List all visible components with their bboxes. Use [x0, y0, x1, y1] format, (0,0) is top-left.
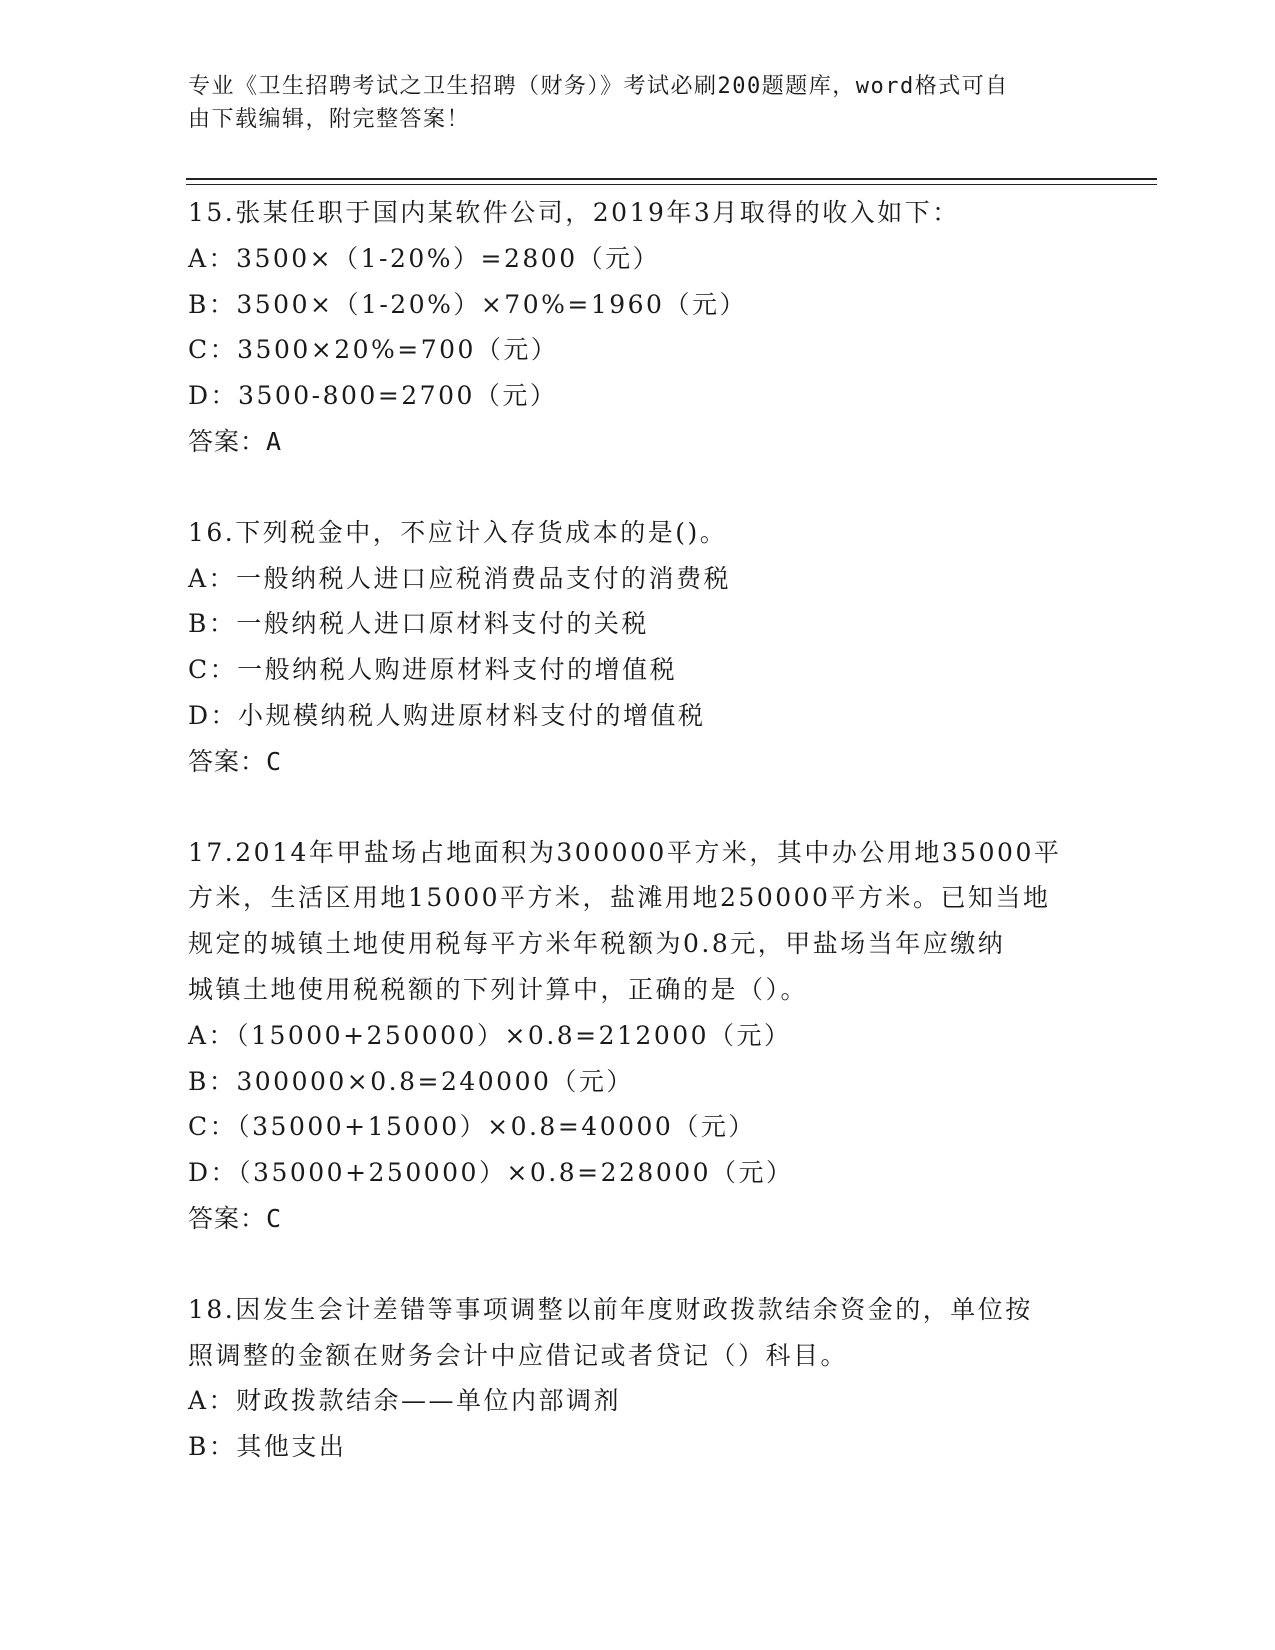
option-b: B：其他支出: [188, 1432, 347, 1462]
question-stem-line: 规定的城镇土地使用税每平方米年税额为0.8元，甲盐场当年应缴纳: [188, 929, 1006, 959]
option-a: A：财政拨款结余——单位内部调剂: [188, 1386, 622, 1416]
answer-line: 答案：A: [188, 426, 283, 456]
header-divider-thin: [186, 184, 1157, 185]
question-stem-line: 城镇土地使用税税额的下列计算中，正确的是（）。: [188, 974, 809, 1004]
option-a: A：（15000+250000）×0.8=212000（元）: [188, 1020, 792, 1050]
option-a: A：3500×（1-20%）=2800（元）: [188, 243, 661, 273]
question-stem-line: 16.下列税金中，不应计入存货成本的是()。: [188, 517, 728, 547]
question-stem-line: 18.因发生会计差错等事项调整以前年度财政拨款结余资金的，单位按: [188, 1294, 1033, 1324]
option-d: D：（35000+250000）×0.8=228000（元）: [188, 1158, 794, 1188]
option-c: C：（35000+15000）×0.8=40000（元）: [188, 1112, 756, 1142]
question-stem-line: 15.张某任职于国内某软件公司，2019年3月取得的收入如下：: [188, 198, 960, 227]
option-d: D：3500-800=2700（元）: [188, 381, 558, 411]
option-c: C：一般纳税人购进原材料支付的增值税: [188, 655, 678, 685]
question-18: [188, 1287, 1088, 1470]
option-b: B：300000×0.8=240000（元）: [188, 1066, 634, 1096]
question-stem-line: 照调整的金额在财务会计中应借记或者贷记（）科目。: [188, 1340, 849, 1370]
answer-line: 答案：C: [188, 1203, 283, 1233]
question-stem-line: 17.2014年甲盐场占地面积为300000平方米，其中办公用地35000平: [188, 837, 1062, 867]
option-b: B：一般纳税人进口原材料支付的关税: [188, 609, 649, 639]
option-a: A：一般纳税人进口应税消费品支付的消费税: [188, 563, 732, 593]
question-list: [188, 190, 1088, 1470]
header-line-1: 专业《卫生招聘考试之卫生招聘（财务）》考试必刷200题题库，word格式可自: [188, 74, 1009, 99]
header-divider-thick: [186, 178, 1157, 180]
document-header: [188, 70, 1088, 136]
question-17: [188, 830, 1088, 1242]
option-b: B：3500×（1-20%）×70%=1960（元）: [188, 289, 747, 319]
question-15: [188, 190, 1088, 465]
header-line-2: 由下载编辑，附完整答案！: [188, 107, 471, 132]
question-stem-line: 方米，生活区用地15000平方米，盐滩用地250000平方米。已知当地: [188, 883, 1051, 913]
option-c: C：3500×20%=700（元）: [188, 335, 559, 365]
option-d: D：小规模纳税人购进原材料支付的增值税: [188, 700, 706, 730]
question-16: [188, 510, 1088, 785]
answer-line: 答案：C: [188, 746, 283, 776]
